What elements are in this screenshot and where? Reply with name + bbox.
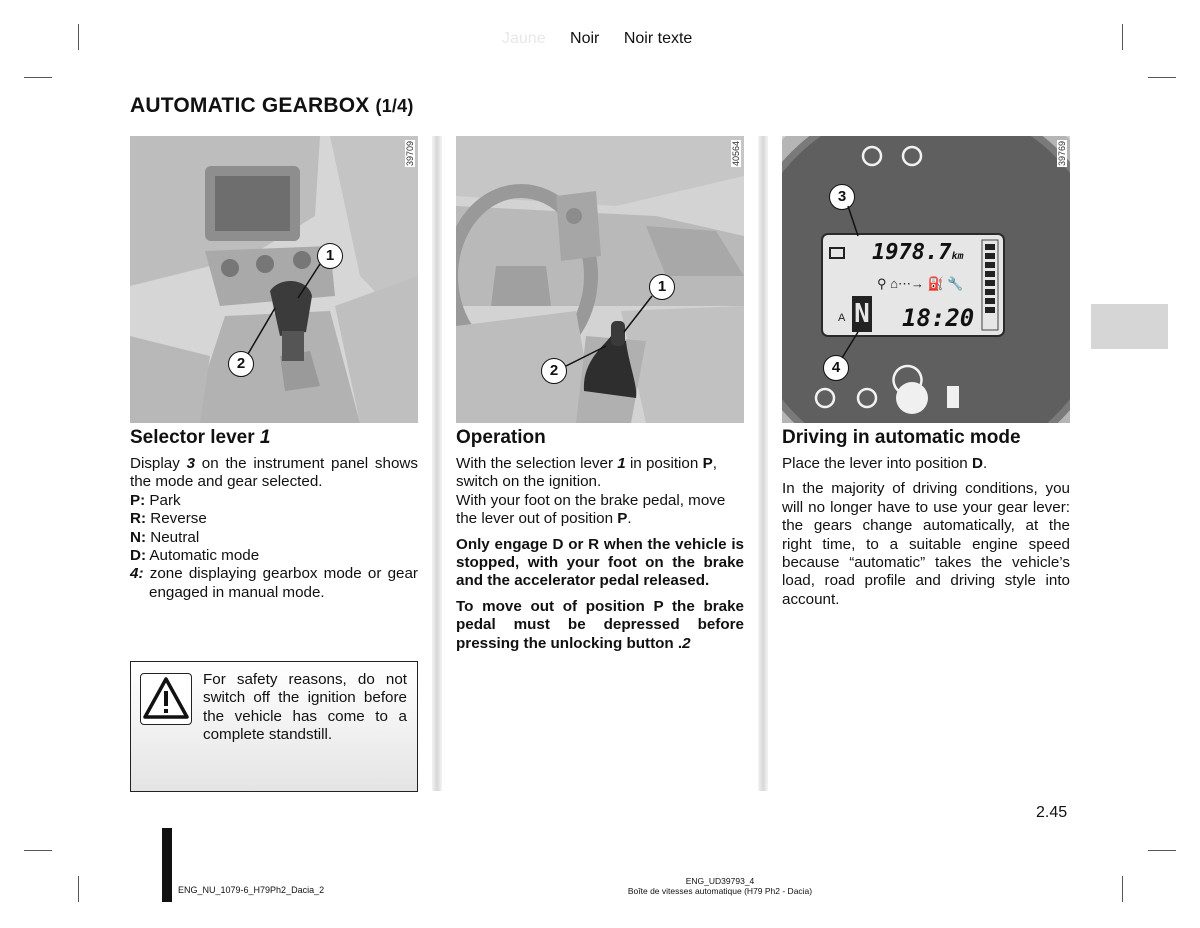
button-number: 2: [682, 634, 691, 652]
callout-label: 3: [837, 188, 847, 205]
warning-triangle-icon: [140, 673, 192, 725]
column-separator: [758, 136, 768, 791]
text-run: With the selection lever: [456, 455, 614, 472]
callout-leader-lines: [782, 136, 1070, 423]
odometer-value: 1978.7: [872, 240, 952, 265]
position-letter: P: [702, 455, 713, 472]
image-reference: 40564: [731, 141, 741, 167]
list-item: [130, 492, 418, 510]
mode-key: P:: [130, 491, 146, 509]
mode-text: Automatic mode: [149, 547, 260, 565]
mode-text: Park: [149, 491, 181, 509]
crop-mark: [78, 876, 79, 902]
list-item: [130, 565, 418, 602]
operation-photo: [456, 136, 744, 423]
color-label: Noir: [570, 30, 600, 47]
callout-1: [649, 274, 675, 300]
mode-key: R:: [130, 510, 147, 528]
title-main: AUTOMATIC GEARBOX: [130, 94, 370, 117]
operation-paragraph-1: [456, 455, 744, 492]
callout-label: 2: [549, 362, 559, 379]
selector-lever-photo: [130, 136, 418, 423]
column-separator: [432, 136, 442, 791]
color-separation-labels: [502, 30, 712, 48]
mode-text: zone displaying gearbox mode or gear engaged in manual mode.: [149, 565, 418, 601]
page-title: [130, 94, 414, 118]
list-item: [130, 510, 418, 528]
position-letter: D: [971, 455, 983, 472]
column-selector-lever: [130, 136, 418, 602]
clock-value: 18:20: [902, 304, 975, 332]
selector-lever-illustration: [130, 136, 418, 423]
footer-module-code: ENG_UD39793_4: [685, 876, 755, 886]
list-item: [130, 547, 418, 565]
mode-key: D:: [130, 547, 147, 565]
text-run: .: [627, 510, 632, 528]
callout-1: [317, 243, 343, 269]
odometer-unit: km: [951, 251, 964, 262]
callout-label: 2: [236, 355, 246, 372]
callout-label: 1: [325, 247, 335, 264]
instrument-panel-photo: [782, 136, 1070, 423]
crop-mark: [1148, 850, 1176, 851]
callout-label: 4: [831, 359, 841, 376]
callout-2: [541, 358, 567, 384]
list-item: [130, 529, 418, 547]
image-reference: 39709: [405, 141, 415, 167]
text-run: Display: [130, 455, 180, 472]
mode-key: 4:: [130, 565, 144, 583]
text-run: in position: [629, 455, 699, 472]
intro-paragraph: [130, 455, 418, 492]
crop-mark: [78, 24, 79, 50]
heading-number: 1: [259, 427, 271, 448]
position-letter: P: [617, 510, 628, 528]
chapter-thumb-tab: [1091, 304, 1168, 349]
crop-mark: [24, 850, 52, 851]
column-automatic-mode: [782, 136, 1070, 616]
text-run: on the instrument panel shows the mode and gear selected.: [130, 455, 418, 491]
route-icons: ⚲ ⌂⋯→ ⛽ 🔧: [877, 276, 964, 291]
callout-label: 1: [657, 278, 667, 295]
section-heading: Operation: [456, 427, 546, 448]
color-label: Jaune: [502, 30, 546, 47]
operation-warning-1: Only engage D or R when the vehicle is stopped, with your foot on the brake and the accelerator pedal released.: [456, 535, 744, 590]
mode-text: Reverse: [150, 510, 207, 528]
crop-mark: [1148, 77, 1176, 78]
text-run: Place the lever into position: [782, 455, 968, 472]
gear-mode-list: [130, 492, 418, 602]
display-number: 3: [186, 455, 196, 472]
image-reference: 39769: [1057, 141, 1067, 167]
page-number: 2.45: [1036, 804, 1068, 821]
section-heading: Driving in automatic mode: [782, 427, 1021, 448]
text-run: , switch on the ignition.: [456, 455, 717, 491]
svg-text:A: A: [838, 312, 846, 324]
gear-letter: N: [854, 299, 870, 329]
column-operation: [456, 136, 744, 660]
crop-mark: [1122, 876, 1123, 902]
operation-warning-2: [456, 598, 744, 653]
text-run: With your foot on the brake pedal, move the lever out of position: [456, 491, 726, 528]
crop-mark: [1122, 24, 1123, 50]
safety-warning-box: [130, 661, 418, 792]
section-heading: [130, 427, 418, 449]
heading-text: Selector lever: [130, 427, 255, 448]
crop-mark: [24, 77, 52, 78]
footer-center: [560, 876, 880, 896]
text-run: To move out of position P the brake pedal must be depressed before pressing the unlocking button .: [456, 597, 744, 652]
operation-illustration: [456, 136, 744, 423]
color-label: Noir texte: [623, 30, 693, 47]
mode-text: Neutral: [150, 528, 200, 546]
automatic-paragraph-2: In the majority of driving conditions, you will no longer have to use your gear lever: the gears change automatically, at the right time, to a suitable engine speed because “automatic” takes the vehicle’s load, road profile and driving style into account.: [782, 480, 1070, 608]
mode-key: N:: [130, 528, 147, 546]
footer-black-bar: [162, 828, 172, 902]
text-run: .: [982, 455, 988, 472]
footer-document-code: ENG_NU_1079-6_H79Ph2_Dacia_2: [178, 885, 325, 895]
title-suffix: (1/4): [375, 96, 414, 116]
operation-paragraph-2: [456, 492, 744, 529]
warning-text: For safety reasons, do not switch off the ignition before the vehicle has come to a complete standstill.: [203, 671, 407, 744]
footer-module-title: Boîte de vitesses automatique (H79 Ph2 - Dacia): [627, 886, 813, 896]
callout-2: [228, 351, 254, 377]
lever-number: 1: [617, 455, 626, 472]
automatic-paragraph-1: [782, 455, 1070, 473]
